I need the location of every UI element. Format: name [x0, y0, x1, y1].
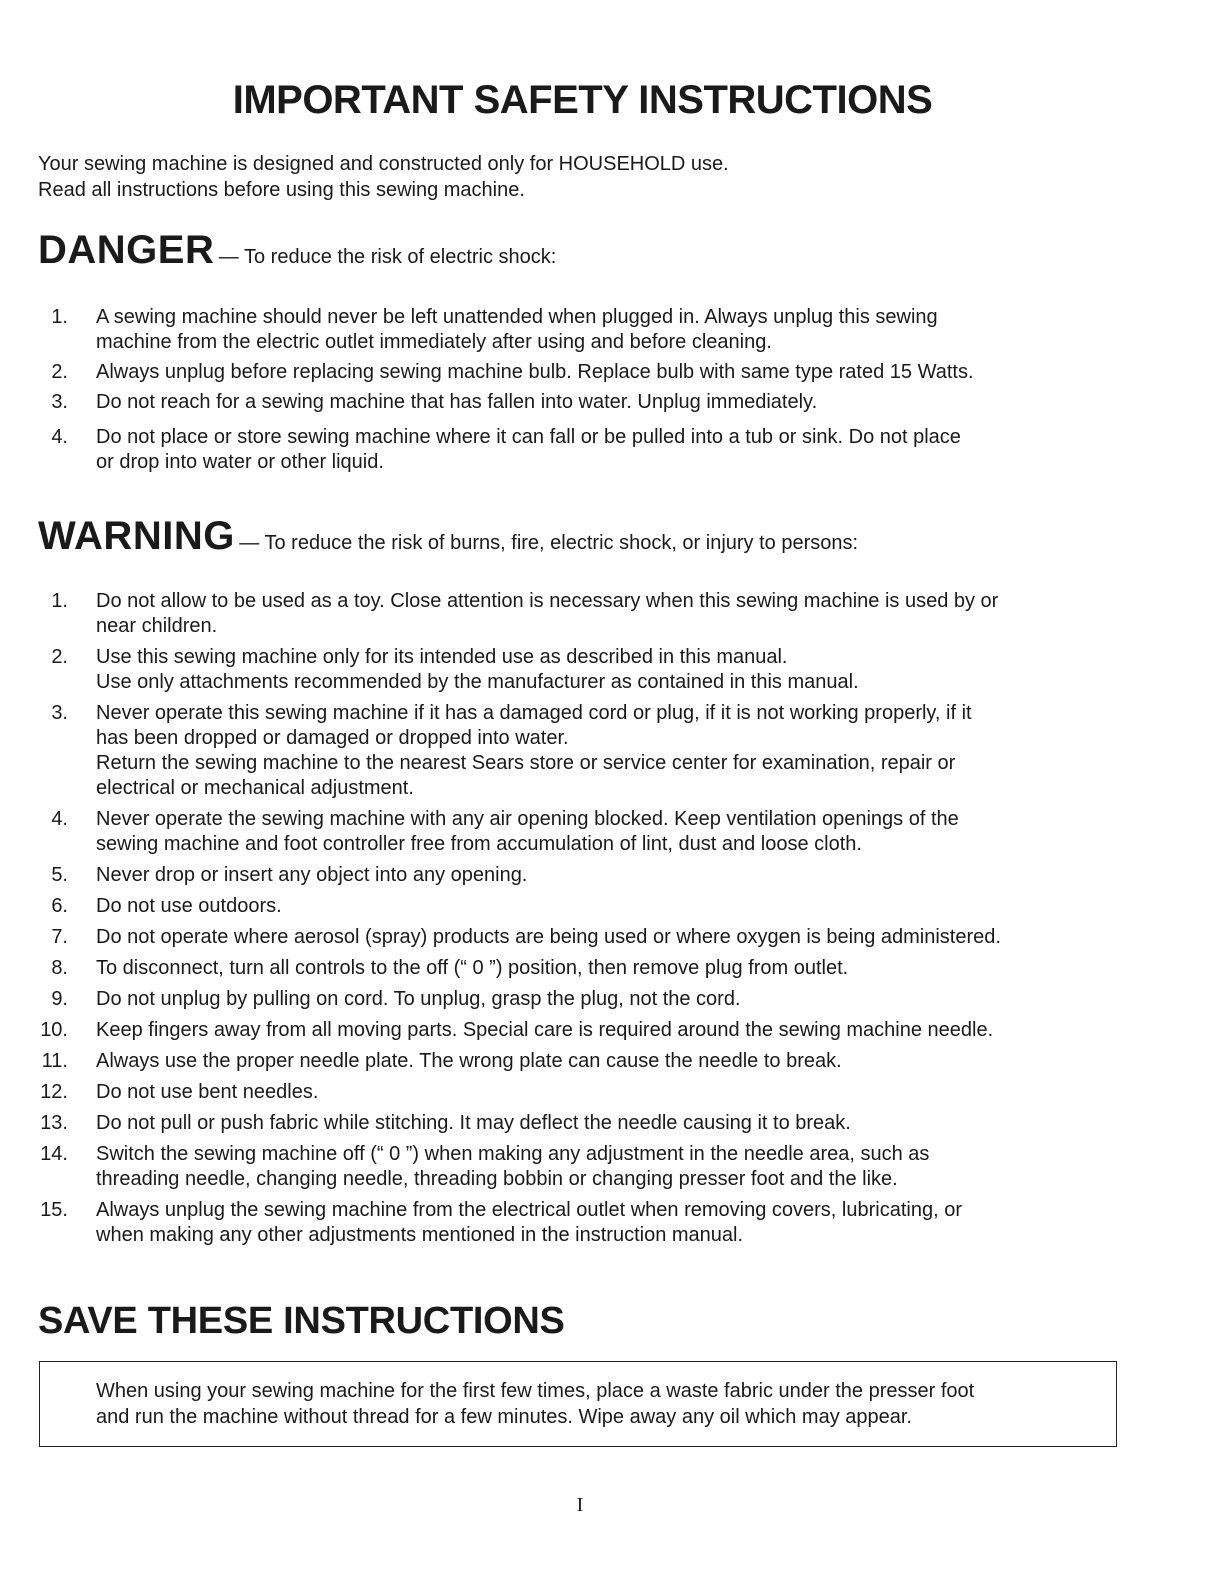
warning-item-8: [0, 956, 1116, 981]
item-number: 3.: [51, 702, 68, 724]
item-number: 3.: [51, 391, 68, 413]
item-number: 11.: [41, 1050, 68, 1072]
item-text-line: A sewing machine should never be left unattended when plugged in. Always unplug this sewing: [96, 306, 938, 328]
note-line: When using your sewing machine for the first few times, place a waste fabric under the presser foot: [96, 1380, 975, 1402]
intro-line: Read all instructions before using this sewing machine.: [38, 179, 525, 201]
item-number: 5.: [51, 864, 68, 886]
warning-item-6: [0, 894, 1116, 919]
danger-item-1: [0, 305, 1116, 355]
item-text-line: electrical or mechanical adjustment.: [96, 777, 414, 799]
item-number: 1.: [51, 590, 68, 612]
item-text-line: Do not use bent needles.: [96, 1081, 319, 1103]
item-number: 8.: [51, 957, 68, 979]
item-text-line: Always use the proper needle plate. The wrong plate can cause the needle to break.: [96, 1050, 842, 1072]
warning-item-7: [0, 925, 1116, 950]
item-number: 1.: [51, 306, 68, 328]
warning-item-11: [0, 1049, 1116, 1074]
item-number: 13.: [40, 1112, 68, 1134]
intro-line: Your sewing machine is designed and constructed only for HOUSEHOLD use.: [38, 153, 729, 175]
item-number: 4.: [51, 426, 68, 448]
item-number: 12.: [40, 1081, 68, 1103]
item-text-line: To disconnect, turn all controls to the off (“ 0 ”) position, then remove plug from outlet.: [96, 957, 849, 979]
item-text-line: Return the sewing machine to the nearest Sears store or service center for examination, repair or: [96, 752, 956, 774]
item-number: 14.: [40, 1143, 68, 1165]
item-text-line: Do not unplug by pulling on cord. To unplug, grasp the plug, not the cord.: [96, 988, 741, 1010]
save-instructions-heading: SAVE THESE INSTRUCTIONS: [38, 1300, 565, 1342]
danger-subtitle: — To reduce the risk of electric shock:: [218, 246, 557, 268]
item-number: 15.: [40, 1199, 68, 1221]
warning-item-9: [0, 987, 1116, 1012]
item-number: 2.: [51, 646, 68, 668]
item-text-line: Do not use outdoors.: [96, 895, 282, 917]
danger-item-2: [0, 360, 1116, 385]
item-text-line: Always unplug the sewing machine from the electrical outlet when removing covers, lubricating, or: [96, 1199, 962, 1221]
danger-title: DANGER: [38, 228, 215, 272]
warning-subtitle: — To reduce the risk of burns, fire, electric shock, or injury to persons:: [239, 532, 859, 554]
warning-item-12: [0, 1080, 1116, 1105]
warning-item-1: [0, 589, 1116, 639]
item-text-line: Do not reach for a sewing machine that has fallen into water. Unplug immediately.: [96, 391, 818, 413]
warning-list: [0, 589, 1116, 1248]
intro-text: [38, 151, 729, 203]
item-text-line: Keep fingers away from all moving parts. Special care is required around the sewing machine needle.: [96, 1019, 994, 1041]
item-text-line: Do not operate where aerosol (spray) products are being used or where oxygen is being administered.: [96, 926, 1001, 948]
danger-item-3: [0, 390, 1116, 415]
warning-item-3: [0, 701, 1116, 801]
item-text-line: has been dropped or damaged or dropped into water.: [96, 727, 569, 749]
item-text-line: Switch the sewing machine off (“ 0 ”) when making any adjustment in the needle area, such as: [96, 1143, 930, 1165]
warning-item-5: [0, 863, 1116, 888]
item-text-line: near children.: [96, 615, 218, 637]
first-use-note-box: [39, 1361, 1117, 1447]
item-text-line: Never operate the sewing machine with any air opening blocked. Keep ventilation openings of the: [96, 808, 959, 830]
item-number: 7.: [51, 926, 68, 948]
warning-heading: [38, 514, 858, 559]
item-number: 9.: [51, 988, 68, 1010]
item-text-line: Do not place or store sewing machine where it can fall or be pulled into a tub or sink. Do not place: [96, 426, 961, 448]
warning-item-4: [0, 807, 1116, 857]
item-text-line: Never operate this sewing machine if it has a damaged cord or plug, if it is not working properly, if it: [96, 702, 972, 724]
page-title: IMPORTANT SAFETY INSTRUCTIONS: [232, 78, 933, 122]
item-number: 10.: [40, 1019, 68, 1041]
item-text-line: Always unplug before replacing sewing machine bulb. Replace bulb with same type rated 15 Watts.: [96, 361, 974, 383]
danger-item-4: [0, 425, 1116, 475]
item-text-line: threading needle, changing needle, threading bobbin or changing presser foot and the like.: [96, 1168, 898, 1190]
page-number: I: [576, 1494, 584, 1516]
item-text-line: machine from the electric outlet immediately after using and before cleaning.: [96, 331, 772, 353]
warning-item-14: [0, 1142, 1116, 1192]
item-text-line: Do not allow to be used as a toy. Close attention is necessary when this sewing machine is used by or: [96, 590, 999, 612]
warning-item-2: [0, 645, 1116, 695]
item-text-line: Never drop or insert any object into any opening.: [96, 864, 528, 886]
item-text-line: Do not pull or push fabric while stitching. It may deflect the needle causing it to break.: [96, 1112, 851, 1134]
item-text-line: when making any other adjustments mentioned in the instruction manual.: [96, 1224, 744, 1246]
warning-title: WARNING: [38, 514, 235, 558]
item-text-line: Use this sewing machine only for its intended use as described in this manual.: [96, 646, 788, 668]
note-line: and run the machine without thread for a few minutes. Wipe away any oil which may appear.: [96, 1406, 912, 1428]
warning-item-15: [0, 1198, 1116, 1248]
item-number: 6.: [51, 895, 68, 917]
item-text-line: Use only attachments recommended by the manufacturer as contained in this manual.: [96, 671, 859, 693]
danger-list: [0, 305, 1116, 475]
warning-item-10: [0, 1018, 1116, 1043]
item-text-line: or drop into water or other liquid.: [96, 451, 384, 473]
warning-item-13: [0, 1111, 1116, 1136]
danger-heading: [38, 228, 556, 273]
item-number: 4.: [51, 808, 68, 830]
item-number: 2.: [51, 361, 68, 383]
item-text-line: sewing machine and foot controller free from accumulation of lint, dust and loose cloth.: [96, 833, 862, 855]
